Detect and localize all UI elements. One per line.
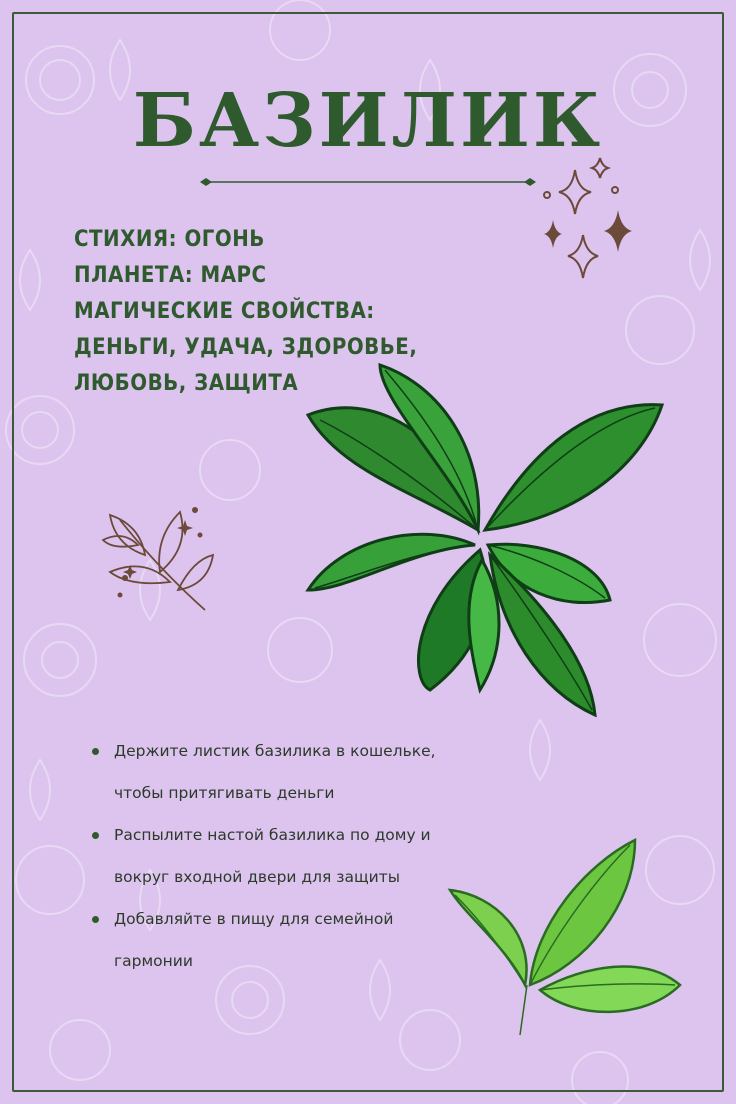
leaves-illustration — [445, 835, 685, 1045]
sparkles-icon — [535, 150, 645, 285]
tip-item: Распылите настой базилика по дому и вокруг входной двери для защиты — [92, 814, 472, 898]
property-planet: ПЛАНЕТА: МАРС — [74, 263, 267, 288]
twig-icon — [100, 490, 220, 615]
title-divider — [200, 172, 536, 192]
property-magic-line-1: ДЕНЬГИ, УДАЧА, ЗДОРОВЬЕ, — [74, 335, 418, 360]
property-magic-line-2: ЛЮБОВЬ, ЗАЩИТА — [74, 371, 299, 396]
property-magic-heading: МАГИЧЕСКИЕ СВОЙСТВА: — [74, 299, 375, 324]
property-element: СТИХИЯ: ОГОНЬ — [74, 227, 265, 252]
page-title: БАЗИЛИК — [132, 78, 604, 164]
tip-item: Держите листик базилика в кошельке, чтобы притягивать деньги — [92, 730, 472, 814]
basil-illustration — [300, 360, 670, 720]
tips-list — [92, 730, 472, 982]
tip-item: Добавляйте в пищу для семейной гармонии — [92, 898, 472, 982]
